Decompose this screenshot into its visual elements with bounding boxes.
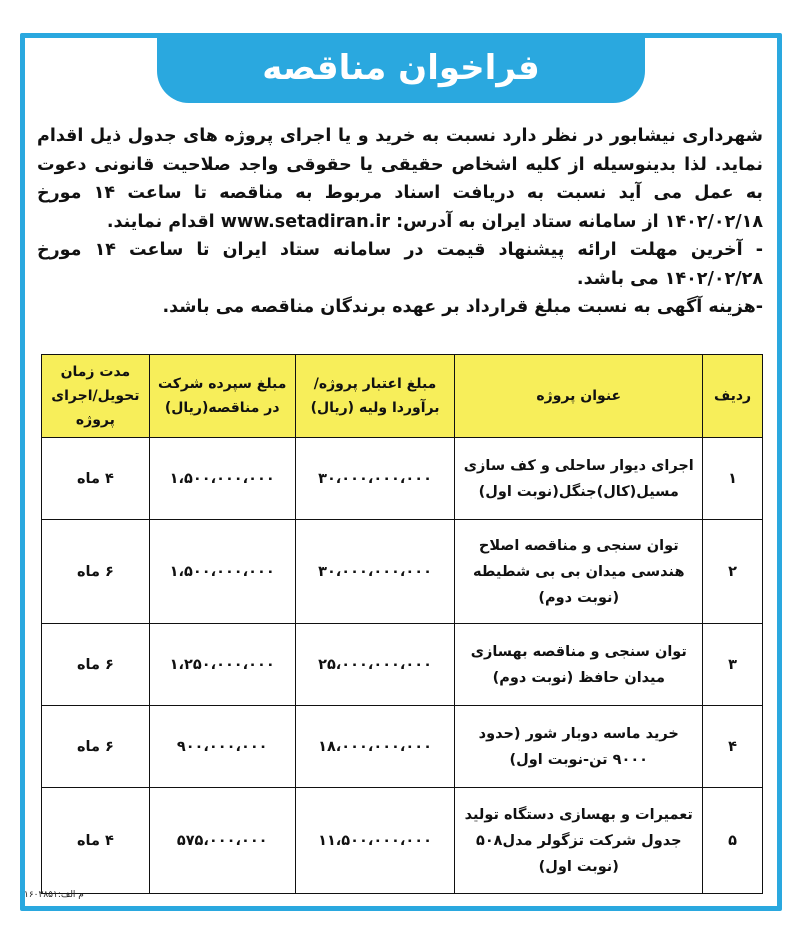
table-row <box>42 706 763 788</box>
cell-deposit: ۱،۲۵۰،۰۰۰،۰۰۰ <box>149 624 295 706</box>
cell-project-title: اجرای دیوار ساحلی و کف سازی مسیل(کال)جنگل(نوبت اول) <box>455 438 703 520</box>
notice-title: فراخوان مناقصه <box>262 48 540 88</box>
cell-budget: ۳۰،۰۰۰،۰۰۰،۰۰۰ <box>295 520 455 624</box>
notice-frame <box>20 33 782 911</box>
cell-row-number: ۲ <box>703 520 763 624</box>
cell-budget: ۳۰،۰۰۰،۰۰۰،۰۰۰ <box>295 438 455 520</box>
cell-duration: ۶ ماه <box>42 624 150 706</box>
header-budget: مبلغ اعتبار پروژه/برآوردا ولیه (ریال) <box>295 355 455 438</box>
table-row <box>42 788 763 894</box>
cell-deposit: ۱،۵۰۰،۰۰۰،۰۰۰ <box>149 438 295 520</box>
header-row-number: ردیف <box>703 355 763 438</box>
header-duration: مدت زمان تحویل/اجرای پروژه <box>42 355 150 438</box>
cell-deposit: ۱،۵۰۰،۰۰۰،۰۰۰ <box>149 520 295 624</box>
cell-project-title: توان سنجی و مناقصه بهسازی میدان حافظ (نوبت دوم) <box>455 624 703 706</box>
cell-budget: ۲۵،۰۰۰،۰۰۰،۰۰۰ <box>295 624 455 706</box>
cell-project-title: خرید ماسه دوبار شور (حدود ۹۰۰۰ تن-نوبت اول) <box>455 706 703 788</box>
cell-budget: ۱۱،۵۰۰،۰۰۰،۰۰۰ <box>295 788 455 894</box>
cell-duration: ۴ ماه <box>42 438 150 520</box>
cell-budget: ۱۸،۰۰۰،۰۰۰،۰۰۰ <box>295 706 455 788</box>
table-header-row <box>42 355 763 438</box>
cell-deposit: ۵۷۵،۰۰۰،۰۰۰ <box>149 788 295 894</box>
table-row <box>42 520 763 624</box>
cell-duration: ۶ ماه <box>42 706 150 788</box>
paragraph-invitation-end: اقدام نمایند. <box>106 211 215 232</box>
cell-duration: ۴ ماه <box>42 788 150 894</box>
title-banner <box>157 33 645 103</box>
cell-duration: ۶ ماه <box>42 520 150 624</box>
cell-row-number: ۵ <box>703 788 763 894</box>
paragraph-invitation <box>37 122 763 236</box>
website-link[interactable]: www.setadiran.ir <box>220 211 390 232</box>
paragraph-ad-cost: -هزینه آگهی به نسبت مبلغ قرارداد بر عهده برندگان مناقصه می باشد. <box>162 297 763 317</box>
cell-project-title: تعمیرات و بهسازی دستگاه تولید جدول شرکت تزگولر مدل۵۰۸ (نوبت اول) <box>455 788 703 894</box>
notice-body <box>37 122 763 322</box>
cell-row-number: ۴ <box>703 706 763 788</box>
table-row <box>42 624 763 706</box>
paragraph-invitation-text: شهرداری نیشابور در نظر دارد نسبت به خرید و یا اجرای پروژه های جدول ذیل اقدام نماید. لذا بدینوسیله از کلیه اشخاص حقیقی یا حقوقی واجد صلاحیت قانونی دعوت به عمل می آید نسبت به دریافت اسناد مربوط به مناقصه تا ساعت ۱۴ مورخ ۱۴۰۲/۰۲/۱۸ از سامانه ستاد ایران به آدرس: <box>37 126 763 232</box>
cell-row-number: ۱ <box>703 438 763 520</box>
projects-table <box>41 354 763 894</box>
table-row <box>42 438 763 520</box>
paragraph-deadline: - آخرین مهلت ارائه پیشنهاد قیمت در سامانه ستاد ایران تا ساعت ۱۴ مورخ ۱۴۰۲/۰۲/۲۸ می باشد. <box>37 240 763 289</box>
ad-reference-code: ۱۶۰۳۸۵۱:م الف <box>24 890 84 900</box>
header-project-title: عنوان پروژه <box>455 355 703 438</box>
cell-row-number: ۳ <box>703 624 763 706</box>
cell-deposit: ۹۰۰،۰۰۰،۰۰۰ <box>149 706 295 788</box>
cell-project-title: توان سنجی و مناقصه اصلاح هندسی میدان بی بی شطیطه (نوبت دوم) <box>455 520 703 624</box>
header-deposit: مبلغ سپرده شرکت در مناقصه(ریال) <box>149 355 295 438</box>
